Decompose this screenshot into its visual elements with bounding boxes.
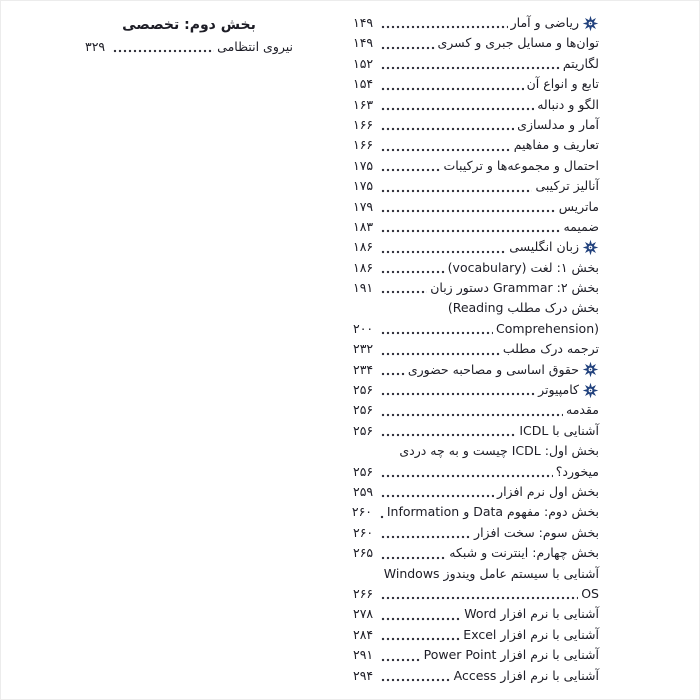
toc-entry-page: ۲۹۴ bbox=[353, 667, 374, 683]
toc-entry bbox=[353, 523, 599, 543]
toc-entry-page: ۱۸۶ bbox=[353, 259, 374, 275]
toc-entry-page: ۳۲۹ bbox=[85, 39, 106, 54]
toc-entry bbox=[353, 95, 599, 115]
toc-entry-title: آشنایی با ICDL bbox=[519, 422, 599, 438]
toc-entry-page: ۱۷۵ bbox=[353, 178, 374, 194]
toc-entry-title: آشنایی با سیستم عامل ویندوز Windows bbox=[383, 565, 599, 581]
toc-entry-title: بخش چهارم: اینترنت و شبکه bbox=[449, 545, 599, 561]
dot-leader bbox=[381, 596, 578, 600]
dot-leader bbox=[113, 49, 214, 53]
dot-leader bbox=[381, 556, 446, 560]
toc-entry bbox=[353, 237, 599, 257]
toc-entry-title: تعاریف و مفاهیم bbox=[513, 137, 599, 153]
toc-entry-title: آنالیز ترکیبی bbox=[535, 178, 599, 194]
toc-entry bbox=[353, 54, 599, 74]
toc-entry-title: میخورد؟ bbox=[555, 463, 599, 479]
toc-entry-title: حقوق اساسی و مصاحبه حضوری bbox=[407, 361, 579, 377]
dot-leader bbox=[381, 372, 405, 376]
toc-entry bbox=[353, 197, 599, 217]
dot-leader bbox=[380, 515, 384, 519]
toc-entry-page: ۲۶۰ bbox=[353, 524, 374, 540]
toc-entry bbox=[353, 564, 599, 584]
toc-entry-page: ۱۷۵ bbox=[353, 157, 374, 173]
toc-entry-title: آشنایی با نرم افزار Access bbox=[453, 667, 599, 683]
toc-entry bbox=[353, 33, 599, 53]
toc-entry bbox=[353, 217, 599, 237]
toc-entry bbox=[353, 156, 599, 176]
toc-entry bbox=[85, 37, 293, 57]
dot-leader bbox=[381, 617, 461, 621]
toc-entry-title: بخش اول نرم افزار bbox=[497, 483, 599, 499]
toc-entry-title: ضمیمه bbox=[563, 218, 599, 234]
toc-entry-page: ۱۴۹ bbox=[353, 35, 374, 51]
dot-leader bbox=[381, 250, 506, 254]
toc-entry-title: بخش ۲: Grammar دستور زبان bbox=[430, 280, 599, 296]
toc-entry-page: ۲۵۶ bbox=[353, 402, 374, 418]
dot-leader bbox=[381, 229, 560, 233]
toc-entry bbox=[353, 441, 599, 461]
toc-entry-page: ۱۸۶ bbox=[353, 239, 374, 255]
toc-entry-title: ترجمه درک مطلب bbox=[502, 341, 599, 357]
toc-entry-page: ۲۶۵ bbox=[353, 545, 374, 561]
dot-leader bbox=[381, 148, 511, 152]
dot-leader bbox=[381, 209, 556, 213]
dot-leader bbox=[381, 107, 534, 111]
dot-leader bbox=[381, 494, 494, 498]
toc-entry-page: ۱۵۴ bbox=[353, 76, 374, 92]
toc-entry bbox=[353, 13, 599, 33]
toc-entry-page: ۲۵۶ bbox=[353, 382, 374, 398]
toc-entry bbox=[353, 380, 599, 400]
toc-entry-title: ریاضی و آمار bbox=[510, 15, 579, 30]
toc-entry-title: Comprehension) bbox=[495, 320, 599, 336]
dot-leader bbox=[381, 433, 516, 437]
toc-entry-title: توان‌ها و مسایل جبری و کسری bbox=[437, 35, 599, 51]
toc-entry-title: مقدمه bbox=[566, 402, 599, 418]
dot-leader bbox=[381, 678, 451, 682]
toc-entry bbox=[353, 502, 599, 522]
toc-entry-page: ۱۶۶ bbox=[353, 137, 374, 153]
toc-entry-page: ۲۰۰ bbox=[353, 320, 374, 336]
section-star-icon bbox=[582, 239, 599, 256]
toc-entry-title: آمار و مدلسازی bbox=[517, 116, 599, 132]
toc-entry-title: آشنایی با نرم افزار Word bbox=[464, 606, 599, 622]
toc-entry bbox=[353, 176, 599, 196]
toc-entry-page: ۲۹۱ bbox=[353, 647, 374, 663]
toc-entry-page: ۲۳۲ bbox=[353, 341, 374, 357]
toc-entry-title: احتمال و مجموعه‌ها و ترکیبات bbox=[443, 157, 599, 173]
toc-entry bbox=[353, 74, 599, 94]
toc-main-column bbox=[353, 13, 599, 686]
toc-entry-page: ۲۷۸ bbox=[353, 606, 374, 622]
toc-entry bbox=[353, 584, 599, 604]
toc-entry bbox=[353, 604, 599, 624]
toc-entry-page: ۱۹۱ bbox=[353, 280, 374, 296]
section-star-icon bbox=[582, 361, 599, 378]
toc-entry-page: ۲۶۰ bbox=[351, 504, 373, 520]
dot-leader bbox=[381, 189, 532, 193]
toc-entry bbox=[353, 666, 599, 686]
dot-leader bbox=[381, 392, 535, 396]
section-heading: بخش دوم: تخصصی bbox=[122, 17, 256, 33]
toc-entry-title: بخش ۱: لغت (vocabulary) bbox=[447, 259, 599, 275]
toc-entry bbox=[353, 625, 599, 645]
dot-leader bbox=[381, 637, 460, 641]
toc-entry-page: ۱۸۳ bbox=[353, 218, 374, 234]
toc-entry-title: بخش درک مطلب ‎(Reading bbox=[447, 300, 599, 316]
toc-entry bbox=[353, 258, 599, 278]
dot-leader bbox=[381, 66, 560, 70]
toc-entry-page: ۲۵۶ bbox=[353, 463, 374, 479]
dot-leader bbox=[381, 127, 514, 131]
toc-entry-title: بخش سوم: سخت افزار bbox=[474, 524, 599, 540]
toc-entry bbox=[353, 115, 599, 135]
toc-left-column bbox=[85, 13, 293, 57]
toc-entry-page: ۲۸۴ bbox=[353, 626, 374, 642]
dot-leader bbox=[381, 535, 471, 539]
toc-entry bbox=[353, 645, 599, 665]
toc-entry bbox=[353, 339, 599, 359]
toc-entry-page: ۱۷۹ bbox=[353, 198, 374, 214]
toc-entry-title: تابع و انواع آن bbox=[526, 76, 599, 92]
section-star-icon bbox=[582, 382, 599, 399]
dot-leader bbox=[381, 46, 435, 50]
dot-leader bbox=[381, 331, 493, 335]
toc-list-left bbox=[85, 37, 293, 57]
toc-entry-page: ۲۶۶ bbox=[353, 585, 374, 601]
dot-leader bbox=[381, 168, 440, 172]
toc-entry bbox=[353, 462, 599, 482]
toc-entry-page: ۱۶۳ bbox=[353, 96, 374, 112]
toc-entry bbox=[353, 298, 599, 318]
toc-entry-page: ۲۵۶ bbox=[353, 422, 374, 438]
toc-entry bbox=[353, 135, 599, 155]
toc-entry-title: لگاریتم bbox=[562, 55, 599, 71]
toc-entry bbox=[353, 482, 599, 502]
toc-entry-title: نیروی انتظامی bbox=[217, 39, 293, 54]
toc-entry-title: بخش دوم: مفهوم Data و Information bbox=[386, 504, 599, 520]
toc-entry bbox=[353, 400, 599, 420]
toc-entry-title: ماتریس bbox=[558, 198, 599, 214]
toc-entry-title: آشنایی با نرم افزار Excel bbox=[463, 626, 599, 642]
dot-leader bbox=[381, 25, 508, 29]
toc-list-main bbox=[353, 13, 599, 686]
section-star-icon bbox=[582, 15, 599, 32]
dot-leader bbox=[381, 658, 421, 662]
toc-entry-title: الگو و دنباله bbox=[537, 96, 599, 112]
toc-entry bbox=[353, 421, 599, 441]
toc-entry bbox=[353, 543, 599, 563]
toc-entry bbox=[353, 319, 599, 339]
dot-leader bbox=[381, 474, 553, 478]
toc-entry-title: زبان انگلیسی bbox=[509, 239, 579, 255]
toc-entry bbox=[353, 360, 599, 380]
dot-leader bbox=[381, 270, 445, 274]
toc-entry-page: ۲۳۴ bbox=[353, 361, 374, 377]
dot-leader bbox=[381, 413, 563, 417]
toc-entry-page: ۱۶۶ bbox=[353, 116, 374, 132]
dot-leader bbox=[381, 290, 427, 294]
toc-entry-page: ۱۴۹ bbox=[353, 15, 374, 30]
toc-entry-title: کامپیوتر bbox=[538, 382, 579, 398]
dot-leader bbox=[381, 87, 524, 91]
toc-entry-title: OS bbox=[581, 585, 599, 601]
toc-entry-title: بخش اول: ICDL چیست و به چه دردی bbox=[399, 443, 599, 459]
toc-entry-title: آشنایی با نرم افزار Power Point bbox=[423, 647, 599, 663]
dot-leader bbox=[381, 352, 500, 356]
toc-entry-page: ۱۵۲ bbox=[353, 55, 374, 71]
toc-entry bbox=[353, 278, 599, 298]
toc-entry-page: ۲۵۹ bbox=[353, 483, 374, 499]
